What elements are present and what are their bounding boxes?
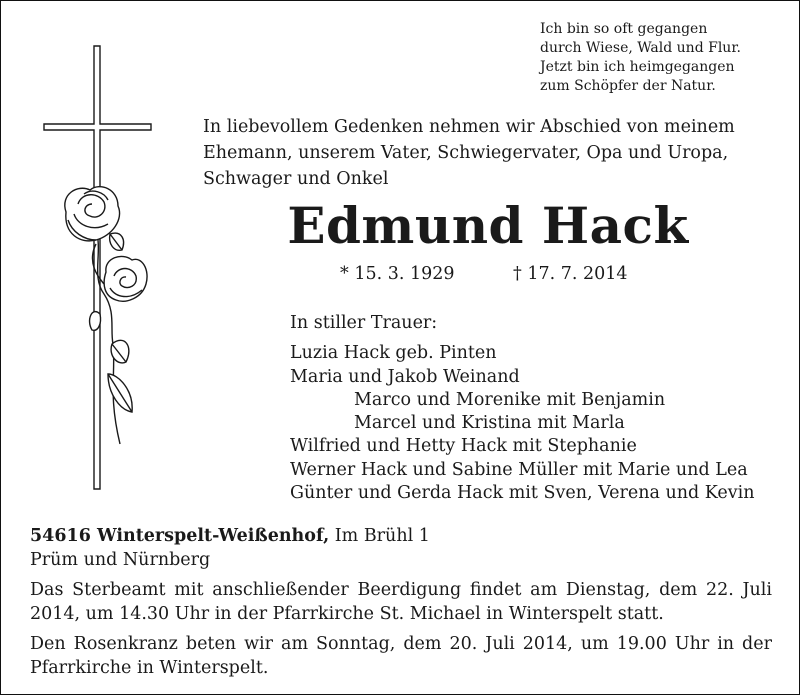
mourner-line: Wilfried und Hetty Hack mit Stephanie	[290, 436, 637, 457]
poem-line: Jetzt bin ich heimgegangen	[540, 59, 735, 75]
deceased-name: Edmund Hack	[287, 196, 689, 255]
mourner-line: Luzia Hack geb. Pinten	[290, 343, 497, 364]
birth-date: * 15. 3. 1929	[340, 264, 455, 284]
mourner-line: Günter und Gerda Hack mit Sven, Verena und Kevin	[290, 483, 755, 504]
mourner-line: Marco und Morenike mit Benjamin	[354, 389, 666, 410]
intro-line: Ehemann, unserem Vater, Schwiegervater, Opa und Uropa,	[203, 143, 729, 163]
address-line-1	[30, 524, 430, 548]
intro-line: In liebevollem Gedenken nehmen wir Abschied von meinem	[203, 117, 735, 137]
mourner-line: Marcel und Kristina mit Marla	[354, 413, 625, 434]
poem-line: zum Schöpfer der Natur.	[540, 78, 716, 94]
address-place: 54616 Winterspelt-Weißenhof,	[30, 526, 330, 546]
mourners-list	[290, 312, 755, 505]
cross-with-roses-icon	[38, 44, 158, 494]
mourner-line: Werner Hack und Sabine Müller mit Marie und Lea	[290, 459, 748, 480]
mourner-line: Maria und Jakob Weinand	[290, 366, 520, 387]
mourners-heading: In stiller Trauer:	[290, 313, 438, 333]
death-date: † 17. 7. 2014	[513, 264, 628, 284]
address	[30, 524, 430, 572]
address-line-2: Prüm und Nürnberg	[30, 550, 211, 570]
intro-line: Schwager und Onkel	[203, 169, 389, 189]
poem-line: durch Wiese, Wald und Flur.	[540, 40, 741, 56]
address-street: Im Brühl 1	[329, 526, 430, 546]
rosary-notice: Den Rosenkranz beten wir am Sonntag, dem 20. Juli 2014, um 19.00 Uhr in der Pfarrkirche in Winterspelt.	[30, 634, 772, 678]
poem	[540, 20, 741, 96]
funeral-notice: Das Sterbeamt mit anschließender Beerdigung findet am Dienstag, dem 22. Juli 2014, um 14.30 Uhr in der Pfarrkirche St. Michael in Winterspelt statt.	[30, 580, 772, 624]
intro-text	[203, 114, 778, 192]
poem-line: Ich bin so oft gegangen	[540, 21, 708, 37]
